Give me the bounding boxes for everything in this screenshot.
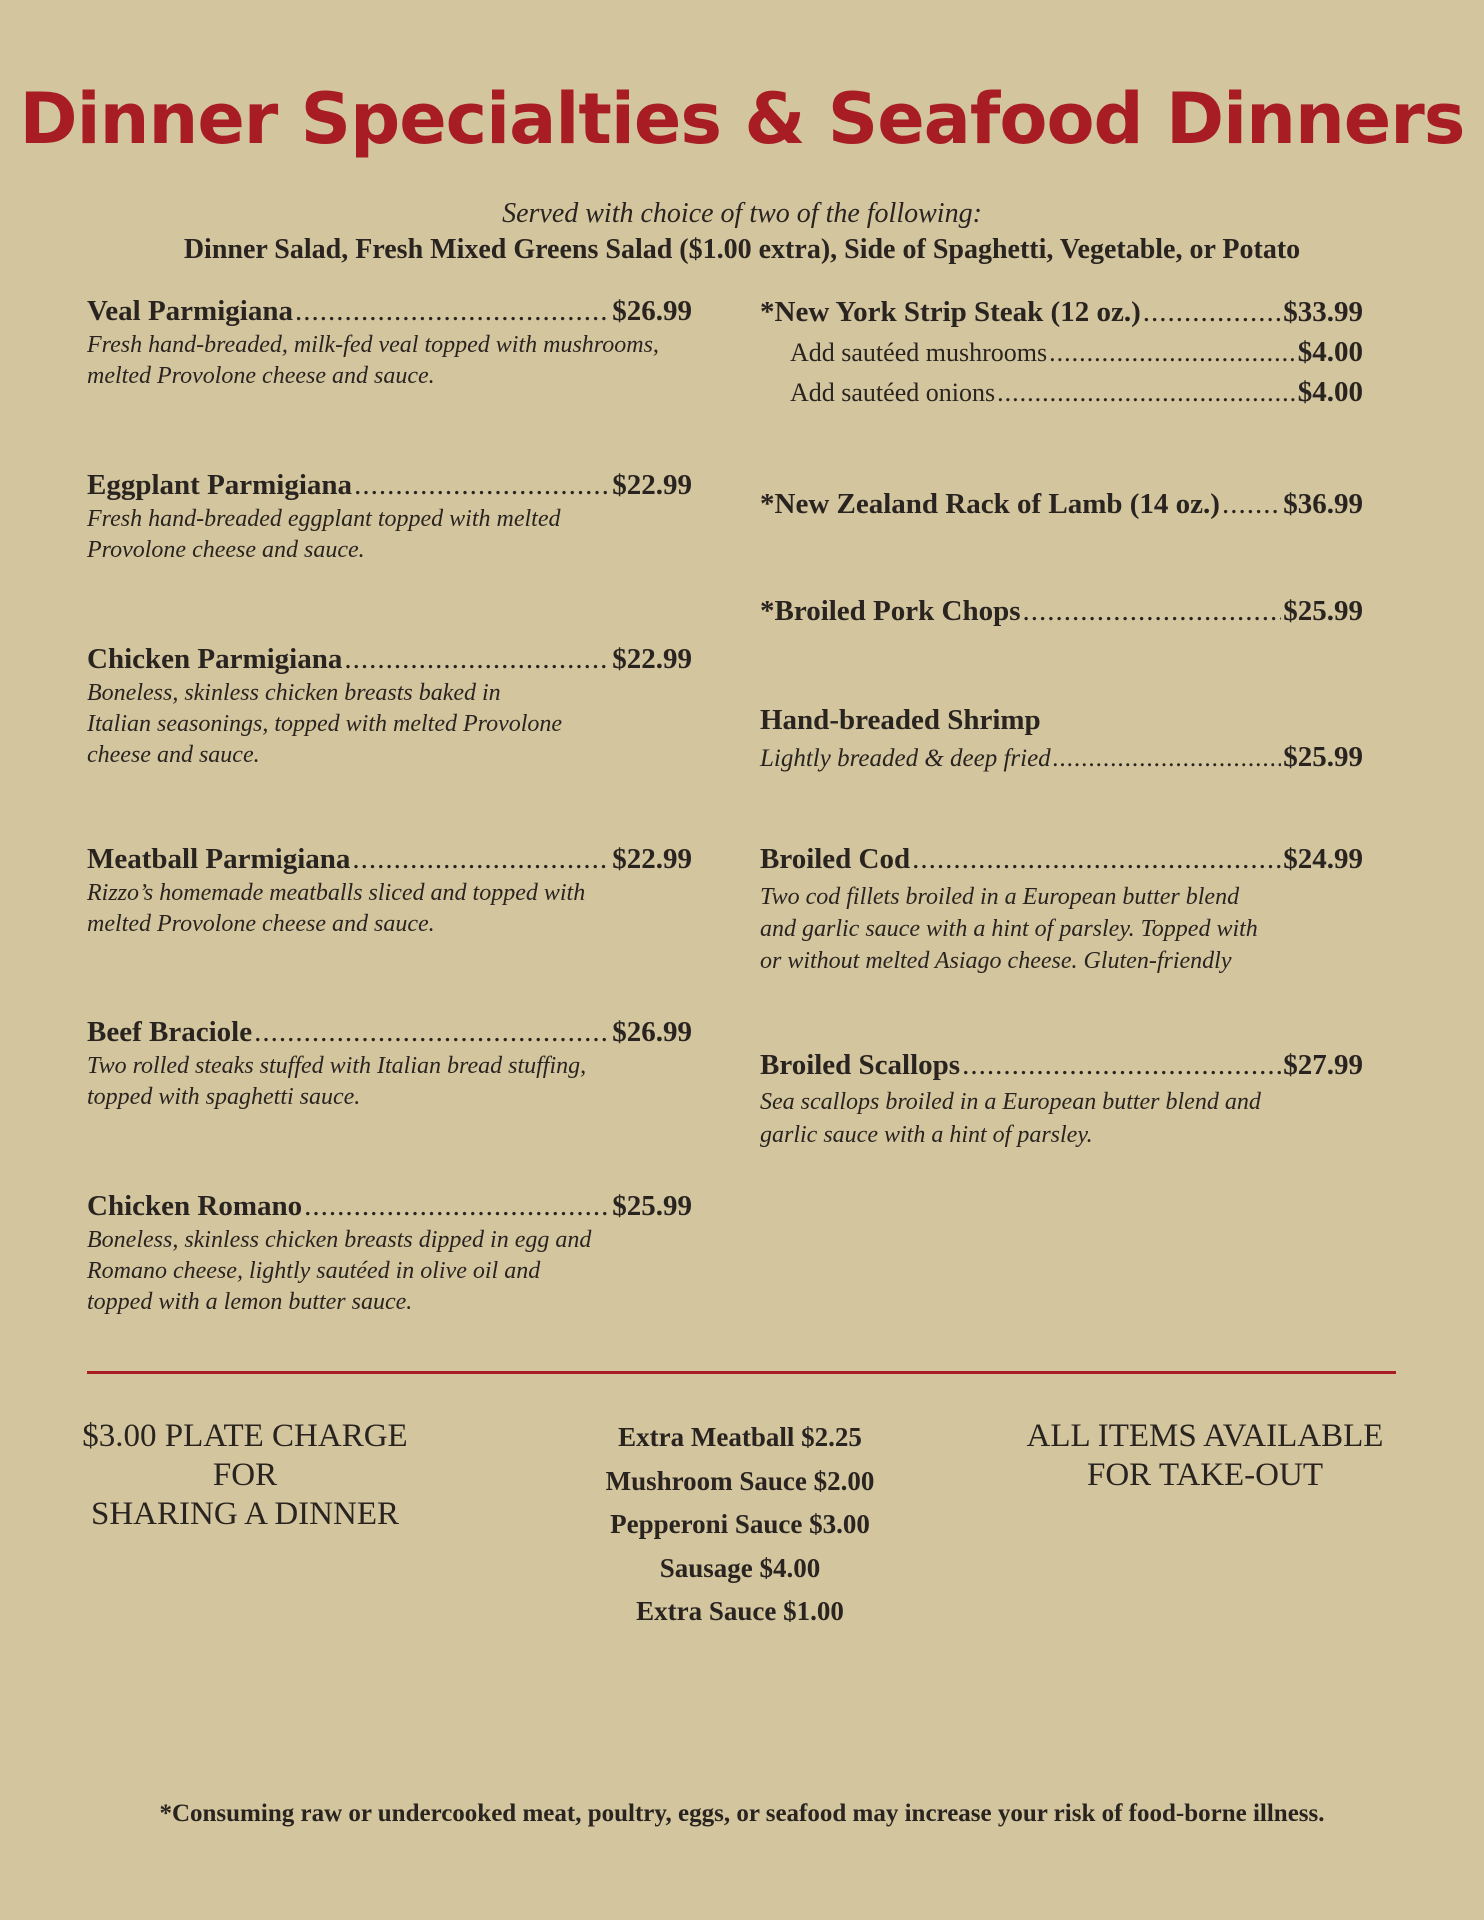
leader-dots [1023,595,1282,628]
health-disclaimer: *Consuming raw or undercooked meat, poultry, eggs, or seafood may increase your risk of food-borne illness. [159,1800,1325,1827]
desc-line: Provolone cheese and sauce. [87,537,365,563]
extra-item: Extra Sauce $1.00 [636,1596,844,1626]
item-description [760,1086,1363,1152]
addon-row [790,336,1363,369]
menu-item-veal-parmigiana [87,295,692,392]
item-price: $25.99 [1283,595,1363,627]
item-price: $22.99 [612,843,692,875]
section-divider [87,1371,1396,1374]
leader-dots [295,295,610,328]
desc-line: or without melted Asiago cheese. Gluten-friendly [760,948,1232,974]
menu-item-new-zealand-rack-of-lamb [760,488,1363,521]
menu-item-beef-braciole [87,1016,692,1113]
desc-line: topped with a lemon butter sauce. [87,1289,413,1315]
extras-list [540,1416,940,1634]
menu-item-new-york-strip-steak [760,296,1363,409]
item-name: Broiled Scallops [760,1049,961,1081]
desc-line: garlic sauce with a hint of parsley. [760,1122,1093,1148]
desc-line: Fresh hand-breaded eggplant topped with melted [87,506,561,532]
item-price: $25.99 [612,1190,692,1222]
leader-dots [304,1190,610,1223]
takeout-line: ALL ITEMS AVAILABLE [1026,1418,1384,1454]
extra-item: Pepperoni Sauce $3.00 [610,1509,870,1539]
leader-dots [997,378,1296,408]
item-name: Broiled Cod [760,843,911,875]
item-price: $22.99 [612,643,692,675]
plate-charge-line: $3.00 PLATE CHARGE FOR [82,1418,408,1493]
item-price: $33.99 [1283,296,1363,328]
takeout-note [1000,1417,1410,1495]
menu-item-meatball-parmigiana [87,843,692,940]
item-name: Veal Parmigiana [87,295,293,327]
menu-item-hand-breaded-shrimp [760,704,1363,774]
menu-item-eggplant-parmigiana [87,469,692,566]
item-description [760,881,1363,977]
leader-dots [912,843,1281,876]
desc-line: Two cod fillets broiled in a European butter blend [760,884,1240,910]
extra-item: Mushroom Sauce $2.00 [605,1465,875,1496]
desc-line: Rizzo’s homemade meatballs sliced and topped with [87,880,586,906]
item-price: $26.99 [612,295,692,327]
item-subline: Lightly breaded & deep fried [760,745,1051,772]
leader-dots [354,469,610,502]
extra-item: Sausage $4.00 [659,1552,821,1583]
addon-name: Add sautéed mushrooms [790,338,1048,367]
leader-dots [254,1016,610,1049]
item-name: Eggplant Parmigiana [87,469,353,501]
addon-price: $4.00 [1297,336,1363,368]
item-description [87,1225,692,1318]
item-name: *New Zealand Rack of Lamb (14 oz.) [760,488,1220,520]
sides-options: Dinner Salad, Fresh Mixed Greens Salad ($1.00 extra), Side of Spaghetti, Vegetable, or Potato [183,234,1301,265]
item-name: *New York Strip Steak (12 oz.) [760,296,1141,328]
desc-line: Sea scallops broiled in a European butter blend and [760,1089,1261,1115]
desc-line: Boneless, skinless chicken breasts baked in [87,680,501,706]
item-description [87,1051,692,1113]
item-description [87,878,692,940]
sides-intro: Served with choice of two of the following: [502,198,982,229]
item-price: $24.99 [1283,843,1363,875]
leader-dots [352,843,610,876]
item-name: Meatball Parmigiana [87,843,351,875]
item-description [87,330,692,392]
item-price: $36.99 [1283,488,1363,520]
item-name: Hand-breaded Shrimp [760,704,1041,736]
plate-charge-note [70,1417,420,1534]
item-description [87,504,692,566]
addon-row [790,376,1363,409]
leader-dots [962,1049,1281,1082]
desc-line: melted Provolone cheese and sauce. [87,911,435,937]
item-name: Chicken Romano [87,1190,303,1222]
item-price: $22.99 [612,469,692,501]
desc-line: Italian seasonings, topped with melted Provolone [87,711,563,737]
extra-item: Extra Meatball $2.25 [618,1422,862,1452]
desc-line: topped with spaghetti sauce. [87,1084,361,1110]
desc-line: Fresh hand-breaded, milk-fed veal topped with mushrooms, [87,332,659,358]
desc-line: and garlic sauce with a hint of parsley. Topped with [760,916,1258,942]
leader-dots [1222,488,1281,521]
item-name: Beef Braciole [87,1016,253,1048]
menu-item-chicken-parmigiana [87,643,692,771]
menu-item-chicken-romano [87,1190,692,1318]
page-title: Dinner Specialties & Seafood Dinners [19,78,1465,160]
leader-dots [1053,745,1282,773]
desc-line: Two rolled steaks stuffed with Italian bread stuffing, [87,1053,587,1079]
menu-item-broiled-cod [760,843,1363,977]
item-price: $26.99 [612,1016,692,1048]
leader-dots [1049,338,1296,368]
takeout-line: FOR TAKE-OUT [1087,1457,1323,1493]
item-description [87,678,692,771]
menu-item-broiled-pork-chops [760,595,1363,628]
item-price: $27.99 [1283,1049,1363,1081]
desc-line: Romano cheese, lightly sautéed in olive oil and [87,1258,541,1284]
desc-line: cheese and sauce. [87,742,260,768]
desc-line: Boneless, skinless chicken breasts dipped in egg and [87,1227,592,1253]
plate-charge-line: SHARING A DINNER [90,1496,400,1532]
leader-dots [344,643,610,676]
addon-price: $4.00 [1297,376,1363,408]
leader-dots [1143,296,1282,329]
item-price: $25.99 [1283,741,1363,773]
addon-name: Add sautéed onions [790,378,996,407]
desc-line: melted Provolone cheese and sauce. [87,363,435,389]
item-name: *Broiled Pork Chops [760,595,1021,627]
item-name: Chicken Parmigiana [87,643,343,675]
menu-item-broiled-scallops [760,1049,1363,1152]
